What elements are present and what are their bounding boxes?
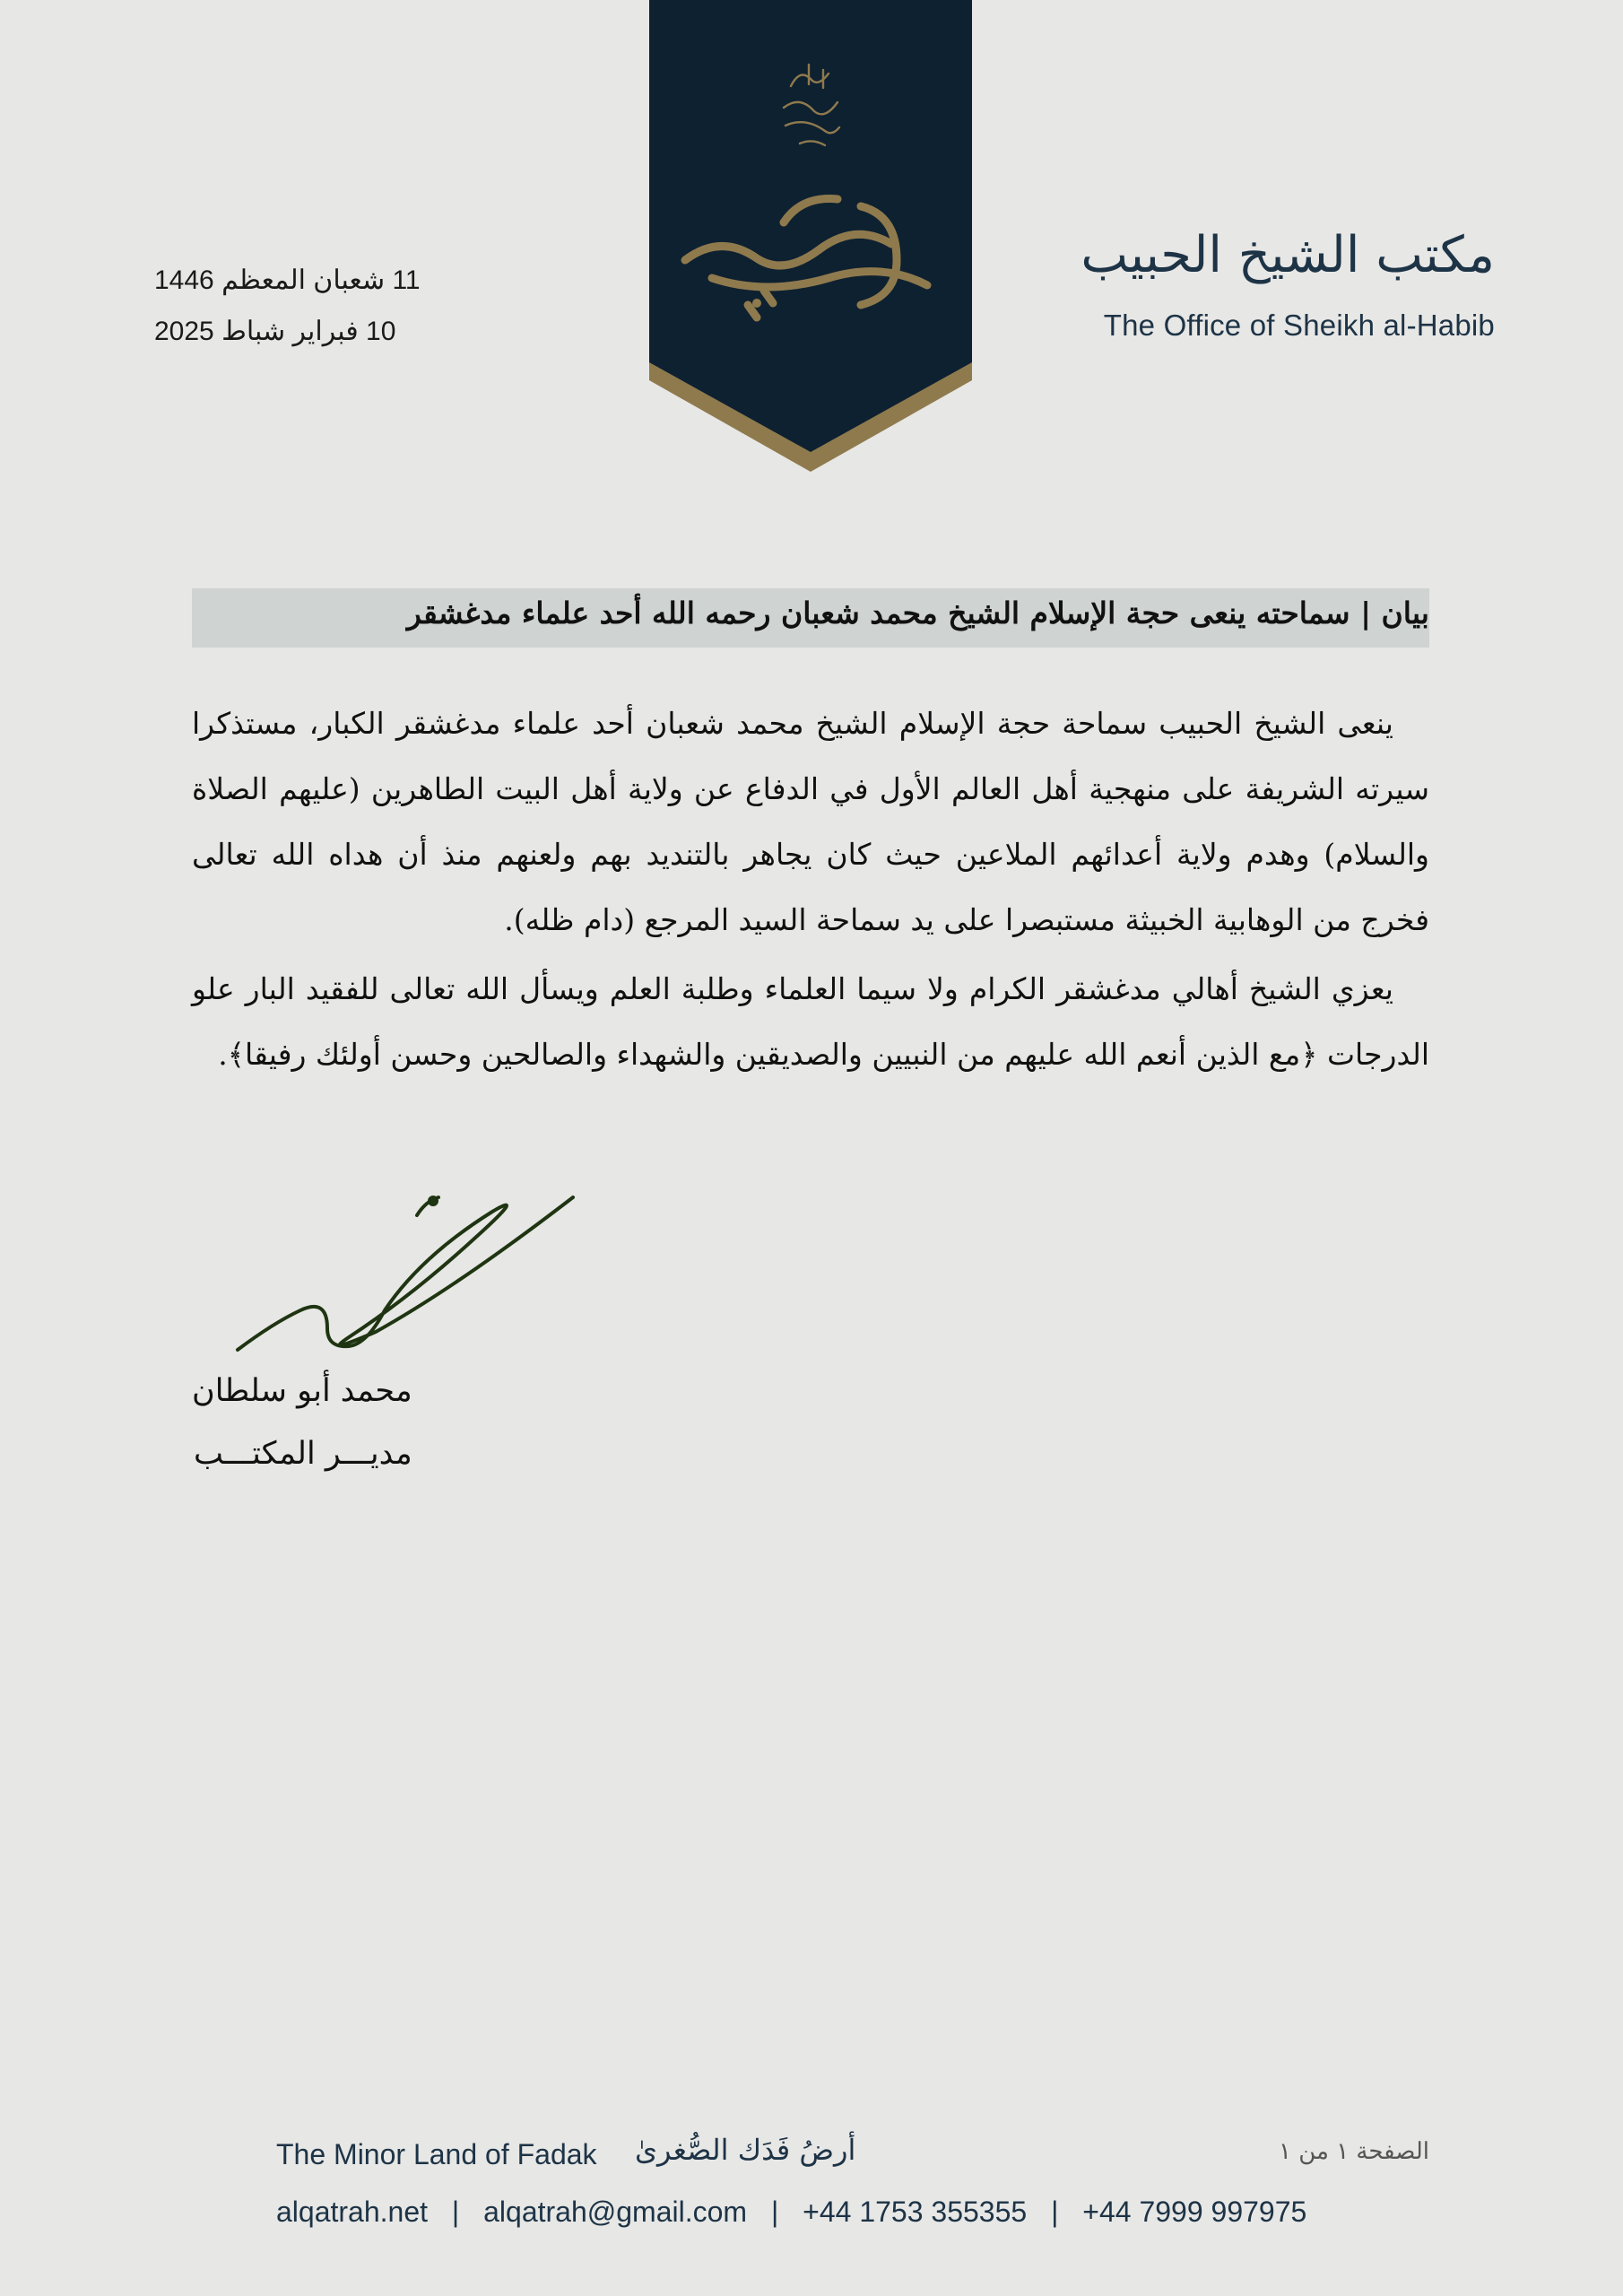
body-paragraph: يعزي الشيخ أهالي مدغشقر الكرام ولا سيما العلماء وطلبة العلم ويسأل الله تعالى للفقيد البار علو الدرجات ﴿مع الذين أنعم الله عليهم من النبيين والصديقين والشهداء والصالحين وحسن أولئك رفيقا﴾. [192, 971, 1429, 1072]
title-bar [192, 588, 1429, 648]
page-number: الصفحة ١ من ١ [1278, 2138, 1429, 2165]
website-link[interactable]: alqatrah.net [276, 2196, 429, 2228]
phone-number[interactable]: +44 7999 997975 [1082, 2196, 1307, 2228]
header-banner [649, 0, 972, 472]
office-name-english: The Office of Sheikh al-Habib [1103, 309, 1495, 342]
statement-title: بيان | سماحته ينعى حجة الإسلام الشيخ محمد شعبان رحمه الله أحد علماء مدغشقر [406, 596, 1429, 631]
statement-body [192, 691, 1429, 1091]
separator: | [1051, 2196, 1059, 2228]
gregorian-date: 10 فبراير شباط 2025 [154, 317, 396, 346]
office-header [1028, 224, 1495, 343]
body-paragraph: ينعى الشيخ الحبيب سماحة حجة الإسلام الشيخ محمد شعبان أحد علماء مدغشقر الكبار، مستذكرا سيرته الشريفة على منهجية أهل العالم الأول في الدفاع عن ولاية أهل البيت الطاهرين (عليهم الصلاة والسلام) وهدم ولاية أعدائهم الملاعين حيث كان يجاهر بالتنديد بهم ولعنهم منذ أن هداه الله تعالى فخرج من الوهابية الخبيثة مستبصرا على يد سماحة السيد المرجع (دام ظله). [192, 706, 1429, 937]
hijri-date: 11 شعبان المعظم 1446 [154, 265, 421, 295]
separator: | [770, 2196, 779, 2228]
signer-position: مديـــر المكتـــب [194, 1436, 412, 1472]
footer-top-row [276, 2133, 1429, 2178]
separator: | [451, 2196, 460, 2228]
date-block [154, 255, 423, 357]
signer-name: محمد أبو سلطان [192, 1373, 412, 1409]
email-link[interactable]: alqatrah@gmail.com [483, 2196, 748, 2228]
office-name-arabic: مكتب الشيخ الحبيب [1081, 226, 1495, 284]
phone-number[interactable]: +44 1753 355355 [803, 2196, 1028, 2228]
footer-contacts [276, 2196, 1306, 2229]
handwritten-signature [229, 1170, 587, 1377]
footer-place-arabic: أرضُ فَدَك الصُّغرىٰ [635, 2133, 856, 2167]
signer-block [192, 1360, 412, 1485]
footer-place-english: The Minor Land of Fadak [276, 2138, 597, 2170]
